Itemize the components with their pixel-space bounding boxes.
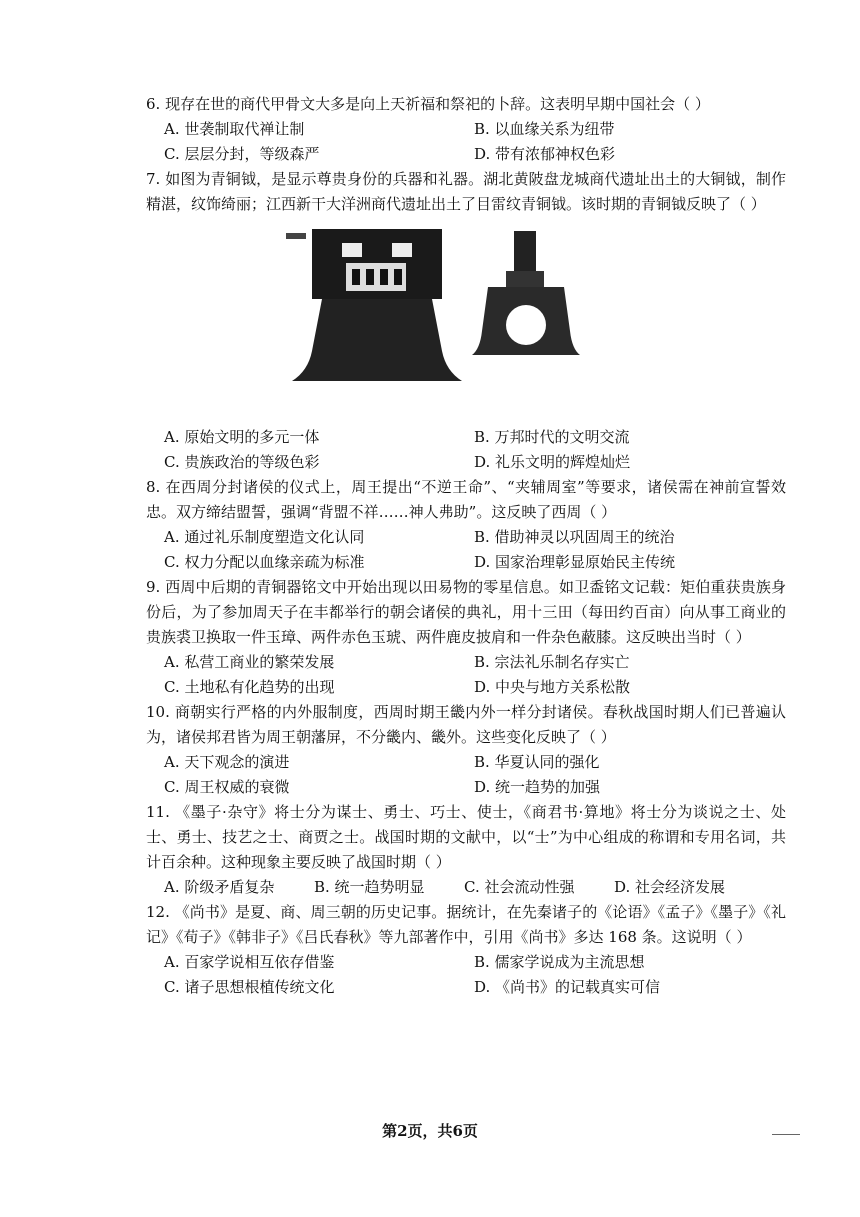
bronze-yue-right [472,231,580,355]
question-11-stem: 11. 《墨子·杂守》将士分为谋士、勇士、巧士、使士，《商君书·算地》将士分为谈说之士、处士、勇士、技艺之士、商贾之士。战国时期的文献中，以“士”为中心组成的称谓和专用名词，共计百余种。这种现象主要反映了战国时期（ ） [146,803,786,871]
option: D. 统一趋势的加强 [474,778,601,796]
option: A. 百家学说相互依存借鉴 [164,953,335,971]
option: C. 权力分配以血缘亲疏为标准 [164,553,365,571]
option: D. 社会经济发展 [614,878,726,896]
option: A. 通过礼乐制度塑造文化认同 [164,528,365,546]
option: B. 统一趋势明显 [314,878,425,896]
option: A. 阶级矛盾复杂 [164,878,275,896]
option: D. 礼乐文明的辉煌灿烂 [474,453,631,471]
option: A. 私营工商业的繁荣发展 [164,653,335,671]
option: C. 贵族政治的等级色彩 [164,453,320,471]
question-7-options [146,425,786,475]
bronze-yue-left [286,229,462,381]
option: C. 社会流动性强 [464,878,575,896]
question-12-stem: 12. 《尚书》是夏、商、周三朝的历史记事。据统计，在先秦诸子的《论语》《孟子》《墨子》《礼记》《荀子》《韩非子》《吕氏春秋》等九部著作中，引用《尚书》多达 168 条。这说明（ ） [146,903,786,946]
option: D. 带有浓郁神权色彩 [474,145,616,163]
option: C. 层层分封，等级森严 [164,145,320,163]
option: C. 土地私有化趋势的出现 [164,678,335,696]
option: B. 以血缘关系为纽带 [474,120,615,138]
option: D. 《尚书》的记载真实可信 [474,978,661,996]
question-10-stem: 10. 商朝实行严格的内外服制度，西周时期王畿内外一样分封诸侯。春秋战国时期人们已普遍认为，诸侯邦君皆为周王朝藩屏，不分畿内、畿外。这些变化反映了（ ） [146,703,786,746]
question-8-options [146,525,786,575]
question-list [146,92,786,1000]
option: B. 华夏认同的强化 [474,753,600,771]
bronze-yue-image [146,221,786,417]
option: D. 国家治理彰显原始民主传统 [474,553,676,571]
option: B. 儒家学说成为主流思想 [474,953,645,971]
option: B. 借助神灵以巩固周王的统治 [474,528,675,546]
option: A. 世袭制取代禅让制 [164,120,305,138]
option: B. 宗法礼乐制名存实亡 [474,653,630,671]
divider [772,1134,800,1135]
question-9-stem: 9. 西周中后期的青铜器铭文中开始出现以田易物的零星信息。如卫盉铭文记载：矩伯重获贵族身份后，为了参加周天子在丰都举行的朝会诸侯的典礼，用十三田（每田约百亩）向从事工商业的贵族裘卫换取一件玉璋、两件赤色玉琥、两件鹿皮披肩和一件杂色蔽膝。这反映出当时（ ） [146,578,786,646]
question-6-stem: 6. 现存在世的商代甲骨文大多是向上天祈福和祭祀的卜辞。这表明早期中国社会（ ） [146,95,710,113]
option: B. 万邦时代的文明交流 [474,428,630,446]
question-6-options [146,117,786,167]
question-12-options [146,950,786,1000]
question-10-options [146,750,786,800]
option: D. 中央与地方关系松散 [474,678,631,696]
option: C. 周王权威的衰微 [164,778,290,796]
question-7-stem: 7. 如图为青铜钺，是显示尊贵身份的兵器和礼器。湖北黄陂盘龙城商代遗址出土的大铜钺，制作精湛，纹饰绮丽；江西新干大洋洲商代遗址出土了目雷纹青铜钺。该时期的青铜钺反映了（ ） [146,170,786,213]
question-9-options [146,650,786,700]
question-8-stem: 8. 在西周分封诸侯的仪式上，周王提出“不逆王命”、“夹辅周室”等要求，诸侯需在神前宣誓效忠。双方缔结盟誓，强调“背盟不祥……神人弗助”。这反映了西周（ ） [146,478,786,521]
option: C. 诸子思想根植传统文化 [164,978,335,996]
bronze-yue-figure [146,221,786,417]
question-11-options [146,875,786,900]
option: A. 原始文明的多元一体 [164,428,320,446]
option: A. 天下观念的演进 [164,753,290,771]
page-number: 第2页，共6页 [382,1122,478,1140]
